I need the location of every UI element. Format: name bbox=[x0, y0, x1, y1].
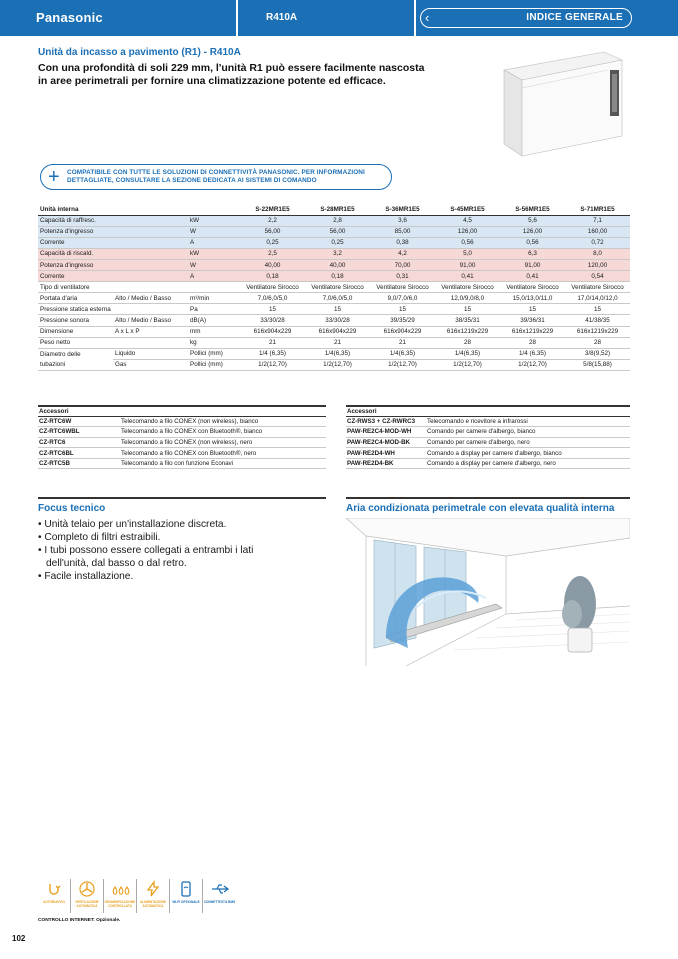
table-cell: 85,00 bbox=[370, 226, 435, 237]
table-row bbox=[38, 215, 630, 226]
row-label: Pressione sonora bbox=[38, 315, 113, 326]
table-cell: 15 bbox=[240, 304, 305, 315]
room-illustration bbox=[346, 518, 630, 666]
table-cell: 15 bbox=[565, 304, 630, 315]
table-cell: 0,25 bbox=[240, 237, 305, 248]
drops-icon bbox=[110, 880, 130, 898]
fan-speed-icon bbox=[77, 880, 97, 898]
table-cell: 126,00 bbox=[500, 226, 565, 237]
model-header: S-71MR1E5 bbox=[565, 204, 630, 215]
table-cell: 3,2 bbox=[305, 248, 370, 259]
table-cell: 0,72 bbox=[565, 237, 630, 248]
table-cell: 39/35/29 bbox=[370, 315, 435, 326]
feature-icon-label: ALIMENTAZIONE AUTOMATICA bbox=[140, 900, 166, 908]
accessory-description: Telecomando e ricevitore a infrarossi bbox=[426, 416, 630, 427]
feature-icon-item bbox=[71, 879, 104, 913]
row-sublabel: Alto / Medio / Basso bbox=[113, 315, 188, 326]
table-cell: 2,5 bbox=[240, 248, 305, 259]
accessory-row bbox=[38, 416, 326, 427]
table-cell: 0,56 bbox=[435, 237, 500, 248]
accessory-description: Telecomando a filo CONEX (non wireless), bianco bbox=[120, 416, 326, 427]
refrigerant-label: R410A bbox=[266, 12, 298, 23]
table-cell: 15,0/13,0/11,0 bbox=[500, 293, 565, 304]
row-sublabel: Liquido bbox=[113, 348, 188, 359]
table-cell: 0,56 bbox=[500, 237, 565, 248]
accessory-code: PAW-RE2C4-MOD-BK bbox=[346, 437, 426, 448]
focus-title: Focus tecnico bbox=[38, 503, 106, 514]
table-row bbox=[38, 359, 630, 370]
table-cell: 21 bbox=[370, 337, 435, 348]
model-header: S-56MR1E5 bbox=[500, 204, 565, 215]
list-item: • Unità telaio per un'installazione discreta. bbox=[38, 518, 298, 531]
accessory-description: Comando per camere d'albergo, nero bbox=[426, 437, 630, 448]
accessory-row bbox=[38, 458, 326, 469]
feature-icon-label: VENTILAZIONE AUTOMATICA bbox=[75, 900, 99, 908]
row-unit: m³/min bbox=[188, 293, 240, 304]
row-unit: W bbox=[188, 259, 240, 270]
table-cell: 7,0/6,0/5,0 bbox=[240, 293, 305, 304]
table-row bbox=[38, 282, 630, 293]
table-cell: 0,54 bbox=[565, 271, 630, 282]
table-cell: 1/4 (6,35) bbox=[240, 348, 305, 359]
row-sublabel: Alto / Medio / Basso bbox=[113, 293, 188, 304]
row-label: tubazioni bbox=[38, 359, 113, 370]
table-cell: 126,00 bbox=[435, 226, 500, 237]
header-divider bbox=[236, 0, 238, 36]
feature-icon-item bbox=[203, 879, 236, 913]
row-label: Potenza d'ingresso bbox=[38, 259, 113, 270]
aria-title: Aria condizionata perimetrale con elevata qualità interna bbox=[346, 503, 615, 514]
row-unit: Pa bbox=[188, 304, 240, 315]
table-cell: 70,00 bbox=[370, 259, 435, 270]
table-cell: 28 bbox=[435, 337, 500, 348]
table-cell: 21 bbox=[240, 337, 305, 348]
row-unit: Pollici (mm) bbox=[188, 348, 240, 359]
table-cell: 7,1 bbox=[565, 215, 630, 226]
accessory-code: CZ-RTC6W bbox=[38, 416, 120, 427]
feature-icon-label: AUTORIAVVIO bbox=[43, 900, 65, 904]
accessory-description: Telecomando a filo CONEX con Bluetooth®, bianco bbox=[120, 427, 326, 438]
table-cell: 15 bbox=[500, 304, 565, 315]
general-index-button[interactable] bbox=[420, 8, 632, 28]
accessory-row bbox=[38, 437, 326, 448]
usb-icon bbox=[210, 880, 230, 898]
list-item: • Completo di filtri estraibili. bbox=[38, 531, 298, 544]
accessory-description: Telecomando a filo con funzione Econavi bbox=[120, 458, 326, 469]
table-cell: 40,00 bbox=[240, 259, 305, 270]
accessory-code: CZ-RTC6 bbox=[38, 437, 120, 448]
table-cell: 1/4(6,35) bbox=[305, 348, 370, 359]
accessory-code: PAW-RE2D4-BK bbox=[346, 458, 426, 469]
row-unit: dB(A) bbox=[188, 315, 240, 326]
accessory-code: CZ-RTC5B bbox=[38, 458, 120, 469]
accessory-row bbox=[38, 427, 326, 438]
list-item: • Facile installazione. bbox=[38, 570, 298, 583]
table-cell: 0,41 bbox=[500, 271, 565, 282]
table-row bbox=[38, 293, 630, 304]
table-cell: 1/4(6,35) bbox=[435, 348, 500, 359]
feature-icon-label: CONNETTIVITÀ BMS bbox=[203, 900, 236, 904]
model-header: S-28MR1E5 bbox=[305, 204, 370, 215]
row-unit: kW bbox=[188, 248, 240, 259]
row-label: Pressione statica esterna bbox=[38, 304, 113, 315]
accessory-code: CZ-RTC6BL bbox=[38, 448, 120, 459]
accessory-row bbox=[346, 416, 630, 427]
table-cell: Ventilatore Sirocco bbox=[240, 282, 305, 293]
accessory-row bbox=[346, 458, 630, 469]
table-cell: 616x1219x229 bbox=[565, 326, 630, 337]
table-cell: 0,31 bbox=[370, 271, 435, 282]
focus-list bbox=[38, 518, 298, 583]
row-sublabel bbox=[113, 215, 188, 226]
chevron-left-icon: ‹ bbox=[425, 10, 430, 25]
row-unit: W bbox=[188, 226, 240, 237]
feature-icon-label: WI-FI OPZIONALE bbox=[172, 900, 200, 904]
accessory-description: Telecomando a filo CONEX (non wireless), nero bbox=[120, 437, 326, 448]
accessory-description: Comando a display per camere d'albergo, nero bbox=[426, 458, 630, 469]
table-row bbox=[38, 315, 630, 326]
row-unit bbox=[188, 282, 240, 293]
table-cell: 17,0/14,0/12,0 bbox=[565, 293, 630, 304]
plus-icon: + bbox=[48, 166, 60, 188]
row-label: Diametro delle bbox=[40, 350, 81, 358]
general-index-label: INDICE GENERALE bbox=[526, 12, 623, 23]
table-cell: Ventilatore Sirocco bbox=[370, 282, 435, 293]
row-sublabel bbox=[113, 226, 188, 237]
table-cell: 0,18 bbox=[240, 271, 305, 282]
wifi-phone-icon bbox=[176, 880, 196, 898]
row-unit: mm bbox=[188, 326, 240, 337]
brand-logo: Panasonic bbox=[36, 10, 103, 25]
table-cell: Ventilatore Sirocco bbox=[565, 282, 630, 293]
table-header-row bbox=[38, 204, 630, 215]
accessory-row bbox=[38, 448, 326, 459]
table-cell: 5,6 bbox=[500, 215, 565, 226]
row-unit: kg bbox=[188, 337, 240, 348]
model-header: S-45MR1E5 bbox=[435, 204, 500, 215]
table-cell: 5,0 bbox=[435, 248, 500, 259]
row-label: Peso netto bbox=[38, 337, 113, 348]
table-cell: Ventilatore Sirocco bbox=[500, 282, 565, 293]
specifications-table bbox=[38, 204, 630, 371]
table-cell: 56,00 bbox=[305, 226, 370, 237]
table-cell: 33/30/28 bbox=[240, 315, 305, 326]
table-cell: 616x1219x229 bbox=[500, 326, 565, 337]
row-unit: Pollici (mm) bbox=[188, 359, 240, 370]
table-cell: 15 bbox=[370, 304, 435, 315]
table-cell: 616x904x229 bbox=[370, 326, 435, 337]
row-label: Tipo di ventilatore bbox=[38, 282, 113, 293]
table-cell: Ventilatore Sirocco bbox=[435, 282, 500, 293]
row-sublabel bbox=[113, 304, 188, 315]
table-cell: 41/38/35 bbox=[565, 315, 630, 326]
auto-restart-icon bbox=[44, 880, 64, 898]
table-row bbox=[38, 304, 630, 315]
accessory-description: Comando a display per camere d'albergo, bianco bbox=[426, 448, 630, 459]
table-cell: 15 bbox=[305, 304, 370, 315]
table-cell: 2,8 bbox=[305, 215, 370, 226]
accessory-description: Comando per camere d'albergo, bianco bbox=[426, 427, 630, 438]
model-header: S-22MR1E5 bbox=[240, 204, 305, 215]
table-cell: 1/2(12,70) bbox=[435, 359, 500, 370]
connectivity-text: COMPATIBILE CON TUTTE LE SOLUZIONI DI CONNETTIVITÀ PANASONIC. PER INFORMAZIONI DETTAGLIATE, CONSULTARE LA SEZIONE DEDICATA AI SISTEMI DI COMANDO bbox=[67, 169, 365, 184]
feature-icons-row bbox=[38, 879, 236, 913]
table-cell: 616x904x229 bbox=[305, 326, 370, 337]
row-label: Potenza d'ingresso bbox=[38, 226, 113, 237]
table-cell: 1/4(6,35) bbox=[370, 348, 435, 359]
table-cell: 0,41 bbox=[435, 271, 500, 282]
accessory-code: PAW-RE2C4-MOD-WH bbox=[346, 427, 426, 438]
row-unit: A bbox=[188, 271, 240, 282]
table-cell: 616x1219x229 bbox=[435, 326, 500, 337]
table-cell: 91,00 bbox=[500, 259, 565, 270]
feature-icon-item bbox=[170, 879, 203, 913]
feature-icon-item bbox=[104, 879, 137, 913]
table-cell: 9,0/7,0/6,0 bbox=[370, 293, 435, 304]
table-cell: 33/30/28 bbox=[305, 315, 370, 326]
accessory-code: CZ-RWS3 + CZ-RWRC3 bbox=[346, 416, 426, 427]
table-cell: 6,3 bbox=[500, 248, 565, 259]
feature-icon-item bbox=[137, 879, 170, 913]
bolt-icon bbox=[143, 880, 163, 898]
feature-icon-label: DEUMIDIFICAZIONE CONTROLLATA bbox=[104, 900, 136, 908]
table-cell: 4,2 bbox=[370, 248, 435, 259]
table-cell: 7,0/6,0/5,0 bbox=[305, 293, 370, 304]
accessories-title: Accessori bbox=[346, 406, 630, 416]
table-cell: 1/2(12,70) bbox=[305, 359, 370, 370]
row-label: Capacità di riscald. bbox=[38, 248, 113, 259]
row-label: Capacità di raffresc. bbox=[38, 215, 113, 226]
table-cell: 4,5 bbox=[435, 215, 500, 226]
table-cell: 28 bbox=[500, 337, 565, 348]
table-cell: 1/2(12,70) bbox=[240, 359, 305, 370]
list-item: • I tubi possono essere collegati a entrambi i lati dell'unità, dal basso o dal retro. bbox=[38, 544, 298, 570]
accessory-description: Telecomando a filo CONEX con Bluetooth®, nero bbox=[120, 448, 326, 459]
row-unit: A bbox=[188, 237, 240, 248]
row-sublabel bbox=[113, 282, 188, 293]
table-row bbox=[38, 226, 630, 237]
table-cell: 5/8(15,88) bbox=[565, 359, 630, 370]
internet-control-note: CONTROLLO INTERNET: Opzionale. bbox=[38, 918, 121, 923]
table-cell: 40,00 bbox=[305, 259, 370, 270]
row-sublabel: A x L x P bbox=[113, 326, 188, 337]
table-cell: 56,00 bbox=[240, 226, 305, 237]
accessory-row bbox=[346, 448, 630, 459]
table-cell: 21 bbox=[305, 337, 370, 348]
accessory-code: PAW-RE2D4-WH bbox=[346, 448, 426, 459]
table-cell: 12,0/9,0/8,0 bbox=[435, 293, 500, 304]
feature-icon-item bbox=[38, 879, 71, 913]
table-row bbox=[38, 348, 630, 359]
table-cell: 28 bbox=[565, 337, 630, 348]
row-label: Dimensione bbox=[38, 326, 113, 337]
header-divider bbox=[414, 0, 416, 36]
table-cell: 2,2 bbox=[240, 215, 305, 226]
table-cell: 15 bbox=[435, 304, 500, 315]
row-sublabel bbox=[113, 337, 188, 348]
accessories-table-left bbox=[38, 405, 326, 469]
product-subtitle: Unità da incasso a pavimento (R1) - R410A bbox=[38, 47, 241, 58]
row-sublabel bbox=[113, 271, 188, 282]
table-row bbox=[38, 237, 630, 248]
table-row bbox=[38, 271, 630, 282]
table-cell: 0,25 bbox=[305, 237, 370, 248]
accessory-row bbox=[346, 427, 630, 438]
section-divider bbox=[38, 497, 326, 499]
table-cell: 39/36/31 bbox=[500, 315, 565, 326]
indoor-unit-header: Unità interna bbox=[38, 204, 240, 215]
table-row bbox=[38, 337, 630, 348]
table-cell: 38/35/31 bbox=[435, 315, 500, 326]
model-header: S-36MR1E5 bbox=[370, 204, 435, 215]
table-row bbox=[38, 326, 630, 337]
product-intro: Con una profondità di soli 229 mm, l'unità R1 può essere facilmente nascosta in aree perimetrali per fornire una climatizzazione potente ed efficace. bbox=[38, 62, 425, 87]
table-row bbox=[38, 259, 630, 270]
product-unit-image bbox=[492, 44, 642, 164]
table-cell: 91,00 bbox=[435, 259, 500, 270]
accessories-title: Accessori bbox=[38, 406, 326, 416]
row-sublabel bbox=[113, 248, 188, 259]
table-cell: 1/2(12,70) bbox=[500, 359, 565, 370]
table-cell: 1/4 (6,35) bbox=[500, 348, 565, 359]
row-label: Corrente bbox=[38, 237, 113, 248]
row-label: Portata d'aria bbox=[38, 293, 113, 304]
table-cell: 1/2(12,70) bbox=[370, 359, 435, 370]
table-cell: 0,38 bbox=[370, 237, 435, 248]
page-number: 102 bbox=[12, 934, 26, 943]
accessory-code: CZ-RTC6WBL bbox=[38, 427, 120, 438]
accessory-row bbox=[346, 437, 630, 448]
table-cell: 0,18 bbox=[305, 271, 370, 282]
table-row bbox=[38, 248, 630, 259]
table-cell: Ventilatore Sirocco bbox=[305, 282, 370, 293]
connectivity-banner bbox=[40, 164, 392, 190]
top-header-bar bbox=[0, 0, 678, 36]
row-label: Corrente bbox=[38, 271, 113, 282]
row-unit: kW bbox=[188, 215, 240, 226]
row-sublabel bbox=[113, 259, 188, 270]
table-cell: 160,00 bbox=[565, 226, 630, 237]
table-cell: 616x904x229 bbox=[240, 326, 305, 337]
table-cell: 3,6 bbox=[370, 215, 435, 226]
section-divider bbox=[346, 497, 630, 499]
table-cell: 8,0 bbox=[565, 248, 630, 259]
row-sublabel bbox=[113, 237, 188, 248]
accessories-table-right bbox=[346, 405, 630, 469]
row-sublabel: Gas bbox=[113, 359, 188, 370]
table-cell: 120,00 bbox=[565, 259, 630, 270]
table-cell: 3/8(9,52) bbox=[565, 348, 630, 359]
